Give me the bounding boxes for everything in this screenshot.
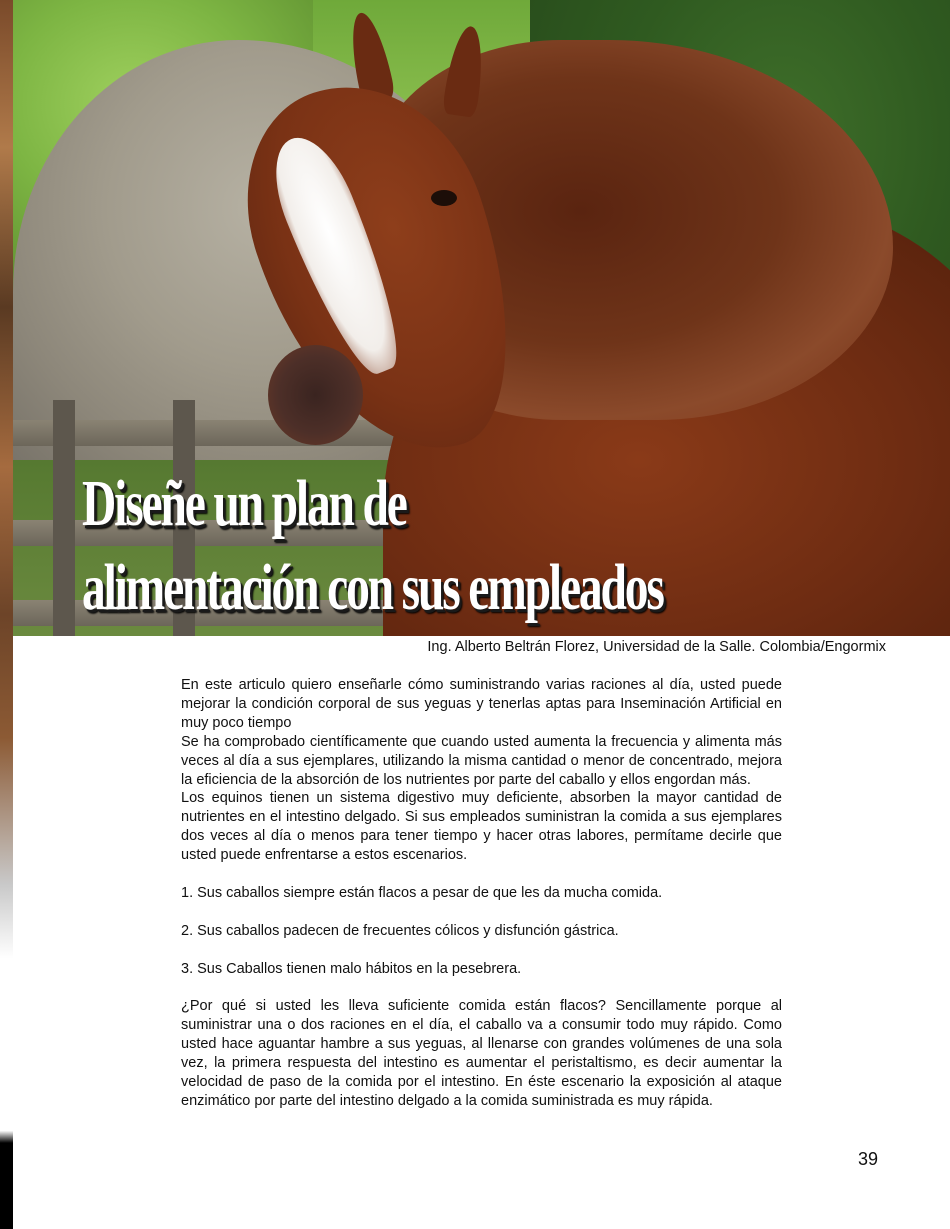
article-body (181, 676, 782, 1111)
horse-eye (431, 190, 457, 206)
article-paragraph: Se ha comprobado científicamente que cuando usted aumenta la frecuencia y alimenta más veces al día a sus ejemplares, utilizando la misma cantidad o menor de concentrado, mejora la eficiencia de la absorción de los nutrientes por parte del caballo y ellos engordan más. (181, 733, 782, 788)
list-item: 1. Sus caballos siempre están flacos a pesar de que les da mucha comida. (181, 884, 663, 901)
previous-page-edge (0, 0, 13, 1229)
list-item: 2. Sus caballos padecen de frecuentes cólicos y disfunción gástrica. (181, 922, 619, 939)
article-title (82, 462, 663, 630)
article-title-line: alimentación con sus empleados (82, 551, 663, 624)
horse-muzzle (268, 345, 363, 445)
page-number: 39 (858, 1149, 879, 1169)
article-title-line: Diseñe un plan de (82, 467, 406, 540)
article-paragraph: En este articulo quiero enseñarle cómo suministrando varias raciones al día, usted puede mejorar la condición corporal de sus yeguas y tenerlas aptas para Inseminación Artificial en muy poco tiempo (181, 677, 782, 731)
article-paragraph: ¿Por qué si usted les lleva suficiente comida están flacos? Sencillamente porque al suministrar una o dos raciones en el día, el caballo va a consumir todo muy rápido. Como usted hace aguantar hambre a sus yeguas, al llenarse con grandes volúmenes de una sola vez, la primera respuesta del intestino es aumentar el peristaltismo, es decir aumentar la velocidad de paso de la comida por el intestino. En éste escenario la exposición al ataque enzimático por parte del intestino delgado a la comida suministrada es muy rápida. (181, 998, 782, 1109)
author-credit: Ing. Alberto Beltrán Florez, Universidad de la Salle. Colombia/Engormix (427, 639, 886, 655)
photo-fence-post (53, 400, 75, 636)
list-item: 3. Sus Caballos tienen malo hábitos en la pesebrera. (181, 960, 522, 977)
article-paragraph: Los equinos tienen un sistema digestivo muy deficiente, absorben la mayor cantidad de nutrientes en el intestino delgado. Si sus empleados suministran la comida a sus ejemplares dos veces al día o menos para tener tiempo y hacer otras labores, permítame decirle que usted puede enfrentarse a estos escenarios. (181, 790, 782, 864)
